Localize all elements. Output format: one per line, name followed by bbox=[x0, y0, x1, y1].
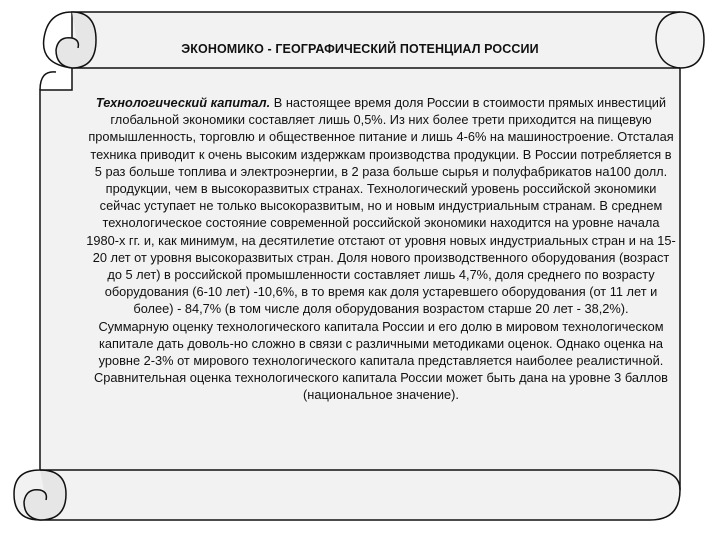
document-body bbox=[86, 94, 676, 404]
paragraph-technological-capital bbox=[86, 94, 676, 318]
paragraph-summary: Суммарную оценку технологического капитала России и его долю в мировом технологическом капитале дать доволь-но сложно в связи с различными методиками оценок. Однако оценка на уровне 2-3% от мирового технологического капитала представляется наиболее реалистичной. Сравнительная оценка технологического капитала России может быть дана на уровне 3 баллов (национальное значение). bbox=[94, 318, 668, 403]
scroll-left-edge bbox=[40, 72, 56, 90]
scroll-top-curl bbox=[56, 12, 96, 68]
paragraph-text: В настоящее время доля России в стоимости прямых инвестиций глобальной экономики составляет лишь 0,5%. Из них более трети приходится на пищевую промышленность, торговлю и общественное питание и лишь 4-6% на машиностроение. Отсталая техника приводит к очень высоким издержкам производства продукции. В России потребляется в 5 раз больше топлива и электроэнергии, в 2 раза больше сырья и полуфабрикатов на100 долл. продукции, чем в высокоразвитых странах. Технологический уровень российской экономики сейчас уступает не только высокоразвитым, но и новым индустриальным странам. В среднем технологическое состояние современной российской экономики находится на уровне начала 1980-х гг. и, как минимум, на десятилетие отстают от уровня новых индустриальных стран и на 15-20 лет от уровня высокоразвитых стран. Доля нового производственного оборудования (возраст до 5 лет) в российской промышленности составляет лишь 4,7%, доля среднего по возрасту оборудования (6-10 лет) -10,6%, в то время как доля устаревшего оборудования (от 11 лет и более) - 84,7% (в том числе доля оборудования возрастом старше 20 лет - 38,2%). bbox=[86, 95, 676, 317]
document-title: ЭКОНОМИКО - ГЕОГРАФИЧЕСКИЙ ПОТЕНЦИАЛ РОССИИ bbox=[181, 42, 539, 56]
paragraph-lead: Технологический капитал. bbox=[95, 95, 271, 110]
